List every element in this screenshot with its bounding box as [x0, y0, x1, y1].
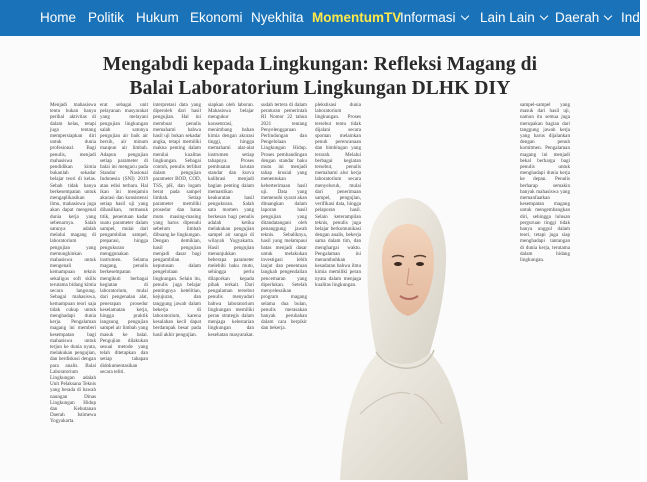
article-column-6b	[475, 102, 517, 482]
nav-lain-lain-label: Lain Lain	[480, 10, 535, 25]
article-column-6	[315, 102, 361, 288]
nav-informasi-label: Informasi	[400, 10, 456, 25]
nav-home[interactable]	[40, 0, 76, 36]
main-nav	[0, 0, 647, 36]
chevron-down-icon	[604, 12, 612, 20]
nav-hukum-label: Hukum	[136, 10, 179, 25]
article-column-4	[208, 102, 254, 482]
article-column-1	[50, 102, 96, 482]
nav-inde[interactable]	[621, 0, 647, 36]
article-column-text: Menjadi mahasiswa tentu bukan hanya perihal aktivitas di dalam kelas, tetapi juga tentang mempersiapkan diri untuk dunia profesional. Bagi penulis, menjadi mahasiswa pendidikan kimia bukanlah sekadar belajar teori di kelas. Sebab tidak hanya berkesempatan untuk mengaplikasikan ilmu, mahasiswa juga akan dapat mengenal dunia kerja yang sebenarnya. Salah satunya adalah melalui magang di laboratorium pengujian yang memungkinkan mahasiswa untuk mengenali kemampuan teknis sekaligus soft skills terutama bidang kimia secara langsung. Sebagai mahasiswa, kemampuan teori saja tidak cukup untuk menghadapi dunia kerja. Pengalaman magang ini memberi kesempatan bagi mahasiswa untuk terjun ke dunia nyata, melakukan pengujian, dan berdiskusi dengan para analis. Balai Laboratorium Lingkungan adalah Unit Pelaksana Teknis yang berada di bawah naungan Dinas Lingkungan Hidup dan Kehutanan Daerah Istimewa Yogyakarta.	[50, 102, 96, 425]
nav-politik-label: Politik	[88, 10, 125, 25]
article-column-text: siapkan oleh laboran. Mahasiswa belajar mengukur konsentrasi, menimbang bahan kimia dengan akurasi tinggi, hingga memahami alat-alat instrumen setiap tahapnya. Proses pembuatan larutan standar dan kurva kalibrasi menjadi bagian penting dalam memastikan keakuratan hasil pengukuran. Salah satu momen yang berkesan bagi penulis adalah ketika melakukan pengujian sampel air sungai di wilayah Yogyakarta. Hasil pengujian menunjukkan beberapa parameter melebihi baku mutu, sehingga perlu dilaporkan kepada pihak terkait. Dari pengalaman tersebut penulis menyadari bahwa laboratorium lingkungan memiliki peran strategis dalam menjaga kelestarian lingkungan dan kesehatan masyarakat.	[208, 102, 254, 338]
article-column-5	[261, 102, 307, 482]
article-column-7	[520, 102, 570, 482]
nav-lain-lain[interactable]	[480, 0, 547, 36]
author-photo	[330, 184, 472, 480]
article-column-text: erat sebagai unit pelayanan masyarakat yang melayani pengujian lingkungan salah satunya pengujian air baik air bersih, air minum maupun air limbah. Adapun pengujian setiap parameter di balai ini mengacu pada Standar Nasional Indonesia (SNI) 2019 atau edisi terbaru. Hal ikan ini menjamin akurasi dan konsistensi setiap hasil uji yang dihasilkan, termasuk titik, penentuan kadar suatu parameter dalam sampel, mulai dari pengambilan sampel, preparasi, hingga pengukuran menggunakan instrumen. Selama magang, penulis berkesempatan mengikuti berbagai kegiatan di laboratorium, mulai dari pengenalan alat, penerapan prosedur keselamatan kerja, hingga praktik langsung pengujian sampel air limbah yang masuk ke balai. Pengujian dilakukan sesuai metode yang telah ditetapkan dan setiap tahapan didokumentasikan secara teliti.	[100, 102, 148, 375]
nav-home-label: Home	[40, 10, 77, 25]
nav-hukum[interactable]	[136, 0, 179, 36]
article-image	[0, 36, 640, 480]
nav-momentumtv[interactable]	[312, 0, 401, 36]
article-column-text: plekstisasi dunia laboratorium lingkungan. Proses tersebut tentu tidak dijalani secara spontan melainkan penuh perencanaan dan bimbingan yang terarah. Melalui berbagai kegiatan tersebut, penulis memahami alur kerja laboratorium secara menyeluruh, mulai dari penerimaan sampel, pengujian, verifikasi data, hingga pelaporan hasil. Selain keterampilan teknis, penulis juga belajar berkomunikasi dengan analis, bekerja sama dalam tim, dan menghargai waktu. Pengalaman ini menumbuhkan kesadaran bahwa ilmu kimia memiliki peran nyata dalam menjaga kualitas lingkungan.	[315, 102, 361, 288]
article-column-text: interpretasi data yang diperoleh dari hasil pengujian. Hal ini membuat penulis memahami bahwa hasil uji bukan sekadar angka, tetapi memiliki makna penting dalam menilai kualitas lingkungan. Sebagai contoh, penulis terlibat dalam pengujian parameter BOD, COD, TSS, pH, dan logam berat pada sampel limbah. Setiap parameter memiliki prosedur dan batas mutu masing-masing yang harus dipenuhi sebelum limbah dibuang ke lingkungan. Dengan demikian, hasil pengujian menjadi dasar bagi pengambilan keputusan dalam pengelolaan lingkungan. Selain itu, penulis juga belajar pentingnya ketelitian, kejujuran, dan tanggung jawab dalam bekerja di laboratorium, karena kesalahan kecil dapat berdampak besar pada hasil akhir pengujian.	[153, 102, 201, 338]
nav-ekonomi[interactable]	[190, 0, 243, 36]
chevron-down-icon	[460, 12, 468, 20]
article-column-text: sudah tertera di dalam peraturan pemerintah RI Nomor 22 tahun 2021 tentang Penyelenggaraan Perlindungan dan Pengelolaan Lingkungan Hidup. Proses pembandingan dengan standar baku mutu ini menjadi tahap krusial yang menentukan keberterimaan hasil uji. Data yang memenuhi syarat akan dituangkan dalam laporan hasil pengujian yang ditandatangani oleh penanggung jawab teknis. Sebaliknya, hasil yang melampaui batas menjadi dasar untuk melakukan investigasi lebih lanjut dan penentuan langkah pengendalian pencemaran yang diperlukan. Setelah menyelesaikan program magang selama dua bulan, penulis merasakan banyak perubahan dalam cara berpikir dan bekerja.	[261, 102, 307, 332]
nav-daerah[interactable]	[555, 0, 611, 36]
nav-nyekhita[interactable]	[251, 0, 304, 36]
article-column-2	[100, 102, 148, 482]
article-column-text: sampel-sampel yang masuk dari hasil uji, namun itu semua juga merupakan bagian dari tanggung jawab kerja yang harus dijalankan dengan penuh komitmen. Pengalaman magang ini menjadi bekal berharga bagi penulis untuk menghadapi dunia kerja ke depan. Penulis berharap semakin banyak mahasiswa yang memanfaatkan kesempatan magang untuk mengembangkan diri, sehingga lulusan perguruan tinggi tidak hanya unggul dalam teori, tetapi juga siap menghadapi tantangan di dunia kerja, terutama dalam bidang lingkungan.	[520, 102, 570, 264]
chevron-down-icon	[540, 12, 548, 20]
nav-momentumtv-label: MomentumTV	[312, 10, 402, 25]
article-headline-line-2: Balai Laboratorium Lingkungan DLHK DIY	[129, 78, 511, 99]
nav-inde-label: Inde	[621, 10, 647, 25]
nav-nyekhita-label: Nyekhita	[251, 10, 304, 25]
nav-daerah-label: Daerah	[555, 10, 600, 25]
article-headline-line-1: Mengabdi kepada Lingkungan: Refleksi Magang di	[102, 54, 538, 75]
nav-ekonomi-label: Ekonomi	[190, 10, 243, 25]
article-column-3	[153, 102, 201, 482]
nav-politik[interactable]	[88, 0, 124, 36]
nav-informasi[interactable]	[400, 0, 468, 36]
